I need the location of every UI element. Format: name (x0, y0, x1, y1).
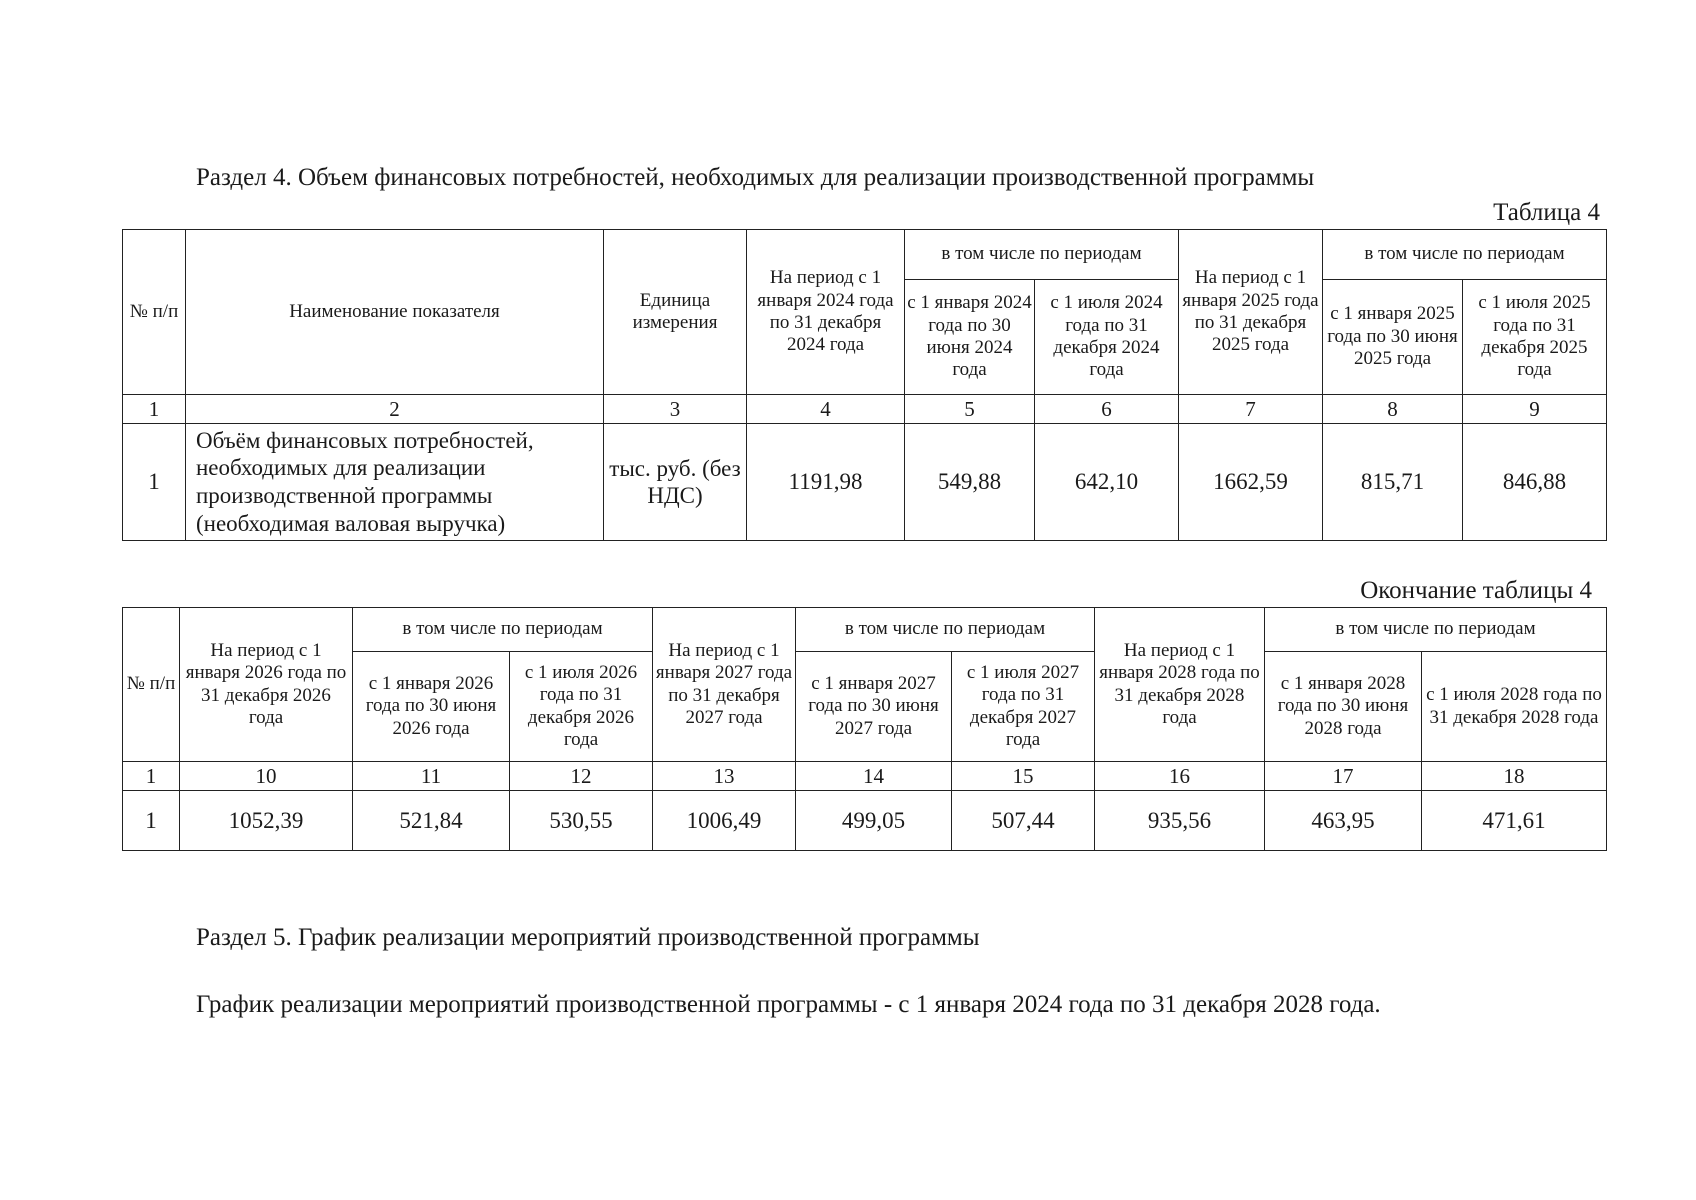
value-cell: 1662,59 (1179, 424, 1323, 541)
col-number: 6 (1035, 395, 1179, 424)
col-period-2025-header: На период с 1 января 2025 года по 31 декабря 2025 года (1179, 230, 1323, 395)
value-cell: 521,84 (353, 791, 510, 851)
col-number: 3 (604, 395, 747, 424)
col-number: 17 (1265, 762, 1422, 791)
table4-part1 (122, 229, 1607, 541)
value-cell: 935,56 (1095, 791, 1265, 851)
col-h1-2025-header: с 1 января 2025 года по 30 июня 2025 года (1323, 280, 1463, 395)
group-header-2027: в том числе по периодам (796, 608, 1095, 652)
row-number: 1 (123, 791, 180, 851)
col-period-2024-header: На период с 1 января 2024 года по 31 декабря 2024 года (747, 230, 905, 395)
col-unit-header: Единица измерения (604, 230, 747, 395)
value-cell: 549,88 (905, 424, 1035, 541)
col-h2-2024-header: с 1 июля 2024 года по 31 декабря 2024 года (1035, 280, 1179, 395)
col-number: 7 (1179, 395, 1323, 424)
col-h2-2026-header: с 1 июля 2026 года по 31 декабря 2026 года (510, 652, 653, 762)
col-h2-2027-header: с 1 июля 2027 года по 31 декабря 2027 года (952, 652, 1095, 762)
col-number: 12 (510, 762, 653, 791)
col-name-header: Наименование показателя (186, 230, 604, 395)
group-header-2026: в том числе по периодам (353, 608, 653, 652)
col-number: 16 (1095, 762, 1265, 791)
col-number: 5 (905, 395, 1035, 424)
table4-caption: Таблица 4 (1493, 199, 1600, 226)
group-header-2028: в том числе по периодам (1265, 608, 1607, 652)
value-cell: 463,95 (1265, 791, 1422, 851)
section5-title: Раздел 5. График реализации мероприятий производственной программы (196, 924, 980, 951)
col-number: 1 (123, 395, 186, 424)
col-number: 8 (1323, 395, 1463, 424)
col-no-header: № п/п (123, 230, 186, 395)
value-cell: 1191,98 (747, 424, 905, 541)
col-number: 15 (952, 762, 1095, 791)
col-number: 18 (1422, 762, 1607, 791)
table4-part2 (122, 607, 1607, 851)
value-cell: 1052,39 (180, 791, 353, 851)
col-period-2026-header: На период с 1 января 2026 года по 31 декабря 2026 года (180, 608, 353, 762)
col-h1-2027-header: с 1 января 2027 года по 30 июня 2027 года (796, 652, 952, 762)
indicator-name: Объём финансовых потребностей, необходимых для реализации производственной программы (необходимая валовая выручка) (186, 424, 604, 541)
col-number: 11 (353, 762, 510, 791)
col-h2-2028-header: с 1 июля 2028 года по 31 декабря 2028 года (1422, 652, 1607, 762)
col-number: 13 (653, 762, 796, 791)
col-no-header: № п/п (123, 608, 180, 762)
col-h1-2028-header: с 1 января 2028 года по 30 июня 2028 года (1265, 652, 1422, 762)
value-cell: 642,10 (1035, 424, 1179, 541)
col-h1-2024-header: с 1 января 2024 года по 30 июня 2024 года (905, 280, 1035, 395)
value-cell: 499,05 (796, 791, 952, 851)
col-number: 14 (796, 762, 952, 791)
value-cell: 507,44 (952, 791, 1095, 851)
group-header-2025: в том числе по периодам (1323, 230, 1607, 280)
section5-text: График реализации мероприятий производственной программы - с 1 января 2024 года по 31 декабря 2028 года. (196, 991, 1381, 1018)
value-cell: 471,61 (1422, 791, 1607, 851)
col-number: 4 (747, 395, 905, 424)
col-h2-2025-header: с 1 июля 2025 года по 31 декабря 2025 года (1463, 280, 1607, 395)
col-number: 10 (180, 762, 353, 791)
value-cell: 1006,49 (653, 791, 796, 851)
group-header-2024: в том числе по периодам (905, 230, 1179, 280)
col-number: 2 (186, 395, 604, 424)
row-number: 1 (123, 424, 186, 541)
value-cell: 846,88 (1463, 424, 1607, 541)
col-number: 1 (123, 762, 180, 791)
col-number: 9 (1463, 395, 1607, 424)
value-cell: 815,71 (1323, 424, 1463, 541)
value-cell: 530,55 (510, 791, 653, 851)
col-period-2027-header: На период с 1 января 2027 года по 31 декабря 2027 года (653, 608, 796, 762)
col-period-2028-header: На период с 1 января 2028 года по 31 декабря 2028 года (1095, 608, 1265, 762)
section4-title: Раздел 4. Объем финансовых потребностей, необходимых для реализации производственной программы (196, 164, 1315, 191)
unit-cell: тыс. руб. (без НДС) (604, 424, 747, 541)
table4-end-caption: Окончание таблицы 4 (1360, 577, 1592, 604)
col-h1-2026-header: с 1 января 2026 года по 30 июня 2026 года (353, 652, 510, 762)
